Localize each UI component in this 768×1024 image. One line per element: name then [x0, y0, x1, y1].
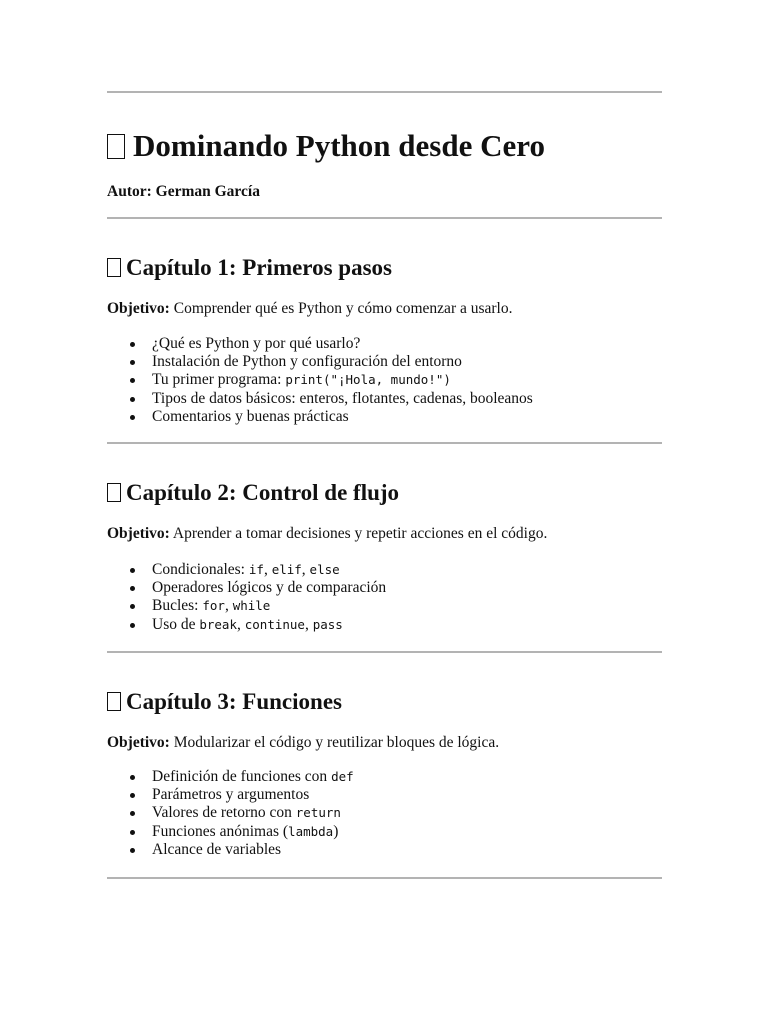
topic-item [152, 353, 533, 371]
divider [107, 217, 662, 219]
topic-text: ) [333, 822, 339, 840]
topic-text: , [263, 561, 272, 578]
inline-code: lambda [288, 823, 334, 839]
objective-label: Objetivo: [107, 525, 170, 542]
divider [107, 877, 662, 879]
topic-text: Parámetros y argumentos [152, 786, 310, 804]
topic-item [152, 561, 386, 579]
topic-item [152, 616, 386, 634]
missing-glyph-icon [107, 134, 125, 159]
chapter-topic-list [107, 561, 386, 634]
divider [107, 442, 662, 444]
chapter-topic-list [107, 335, 533, 426]
topic-text: Tu primer programa: [152, 371, 286, 389]
topic-item [152, 804, 354, 822]
topic-item [152, 841, 354, 859]
topic-item [152, 579, 386, 597]
topic-text: , [301, 561, 310, 578]
chapter-objective [107, 299, 513, 319]
topic-text: Comentarios y buenas prácticas [152, 407, 349, 425]
inline-code: return [295, 805, 341, 821]
chapter-topic-list [107, 768, 354, 859]
missing-glyph-icon [107, 483, 121, 502]
topic-item [152, 335, 533, 353]
topic-text: Uso de [152, 615, 200, 633]
topic-text: Instalación de Python y configuración del entorno [152, 353, 462, 371]
missing-glyph-icon [107, 692, 121, 711]
chapter-title-text: Capítulo 3: Funciones [126, 689, 342, 714]
objective-label: Objetivo: [107, 300, 170, 317]
chapter-title [107, 254, 392, 282]
topic-item [152, 786, 354, 804]
chapter-objective [107, 524, 547, 544]
chapter-objective [107, 733, 499, 753]
chapter-title-text: Capítulo 1: Primeros pasos [126, 255, 392, 280]
inline-code: for [202, 598, 225, 614]
missing-glyph-icon [107, 258, 121, 277]
divider [107, 651, 662, 653]
divider [107, 91, 662, 93]
topic-item [152, 823, 354, 841]
inline-code: break [199, 616, 237, 632]
inline-code: while [232, 598, 271, 614]
inline-code: elif [271, 562, 302, 577]
chapter-title [107, 479, 399, 507]
topic-text: Bucles: [152, 597, 203, 615]
topic-text: Tipos de datos básicos: enteros, flotantes, cadenas, booleanos [152, 389, 533, 407]
topic-text: Valores de retorno con [152, 804, 296, 822]
document-title-text: Dominando Python desde Cero [133, 128, 545, 163]
topic-item [152, 390, 533, 408]
topic-text: Alcance de variables [152, 840, 282, 858]
inline-code: else [309, 562, 340, 577]
objective-label: Objetivo: [107, 734, 170, 751]
topic-text: ¿Qué es Python y por qué usarlo? [152, 335, 361, 352]
document-title [107, 128, 545, 164]
objective-text: Comprender qué es Python y cómo comenzar a usarlo. [173, 300, 513, 317]
inline-code: def [331, 769, 354, 784]
topic-text: Operadores lógicos y de comparación [152, 579, 387, 597]
chapter-title-text: Capítulo 2: Control de flujo [126, 480, 400, 505]
topic-item [152, 597, 386, 615]
inline-code: continue [244, 616, 305, 632]
topic-item [152, 408, 533, 426]
topic-text: Funciones anónimas ( [152, 822, 289, 840]
topic-text: , [304, 615, 313, 633]
chapter-title [107, 688, 342, 716]
topic-text: Definición de funciones con [152, 768, 332, 785]
topic-item [152, 371, 533, 389]
topic-text: Condicionales: [152, 561, 249, 578]
topic-item [152, 768, 354, 786]
topic-text: , [237, 615, 245, 633]
inline-code: pass [312, 616, 343, 632]
objective-text: Aprender a tomar decisiones y repetir acciones en el código. [172, 525, 548, 542]
inline-code: if [248, 562, 264, 577]
author-line: Autor: German García [107, 183, 260, 200]
topic-text: , [224, 597, 233, 615]
objective-text: Modularizar el código y reutilizar bloques de lógica. [173, 734, 500, 751]
inline-code: print("¡Hola, mundo!") [285, 372, 451, 388]
